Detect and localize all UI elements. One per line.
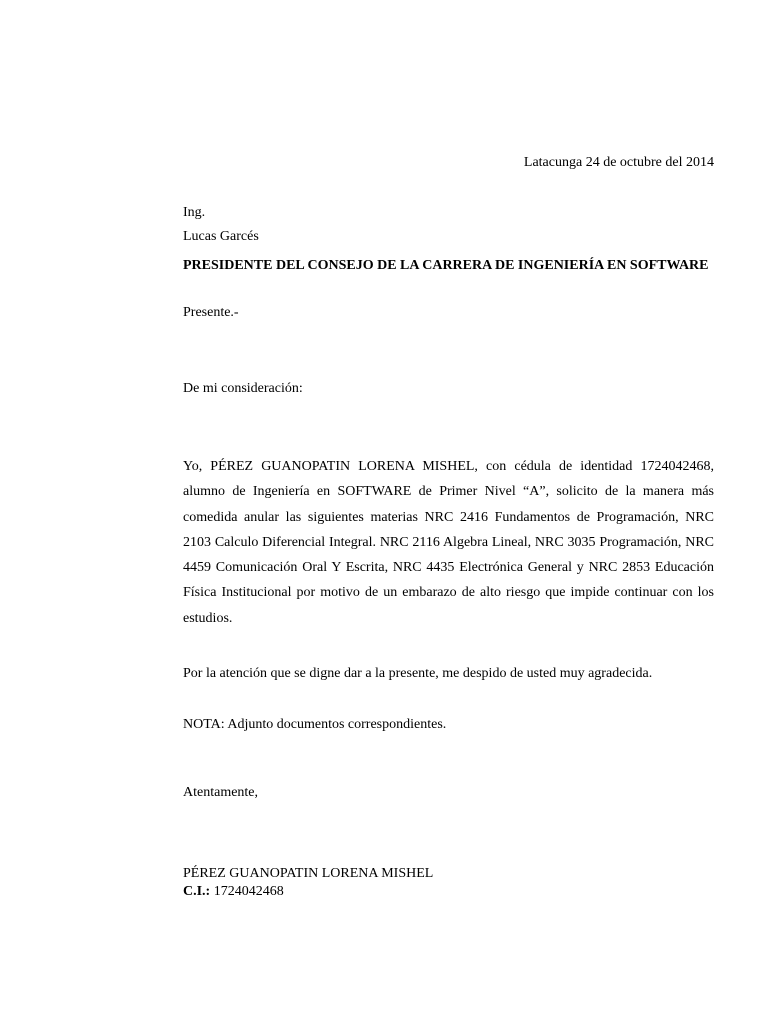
sign-off: Atentamente, (183, 785, 259, 800)
recipient-title: PRESIDENTE DEL CONSEJO DE LA CARRERA DE INGENIERÍA EN SOFTWARE (183, 258, 709, 273)
presente-line: Presente.- (183, 305, 239, 320)
note-line: NOTA: Adjunto documentos correspondientes. (183, 717, 447, 732)
recipient-name: Lucas Garcés (183, 229, 259, 244)
ci-line (183, 884, 284, 900)
ci-label: C.I.: (183, 884, 211, 899)
recipient-prefix: Ing. (183, 205, 206, 220)
ci-number: 1724042468 (213, 884, 284, 899)
date-line: Latacunga 24 de octubre del 2014 (523, 155, 714, 170)
signer-name: PÉREZ GUANOPATIN LORENA MISHEL (183, 866, 434, 881)
salutation: De mi consideración: (183, 381, 303, 396)
body-paragraph: Yo, PÉREZ GUANOPATIN LORENA MISHEL, con cédula de identidad 1724042468, alumno de Ingeniería en SOFTWARE de Primer Nivel “A”, solicito de la manera más comedida anular las siguientes materias NRC 2416 Fundamentos de Programación, NRC 2103 Calculo Diferencial Integral. NRC 2116 Algebra Lineal, NRC 3035 Programación, NRC 4459 Comunicación Oral Y Escrita, NRC 4435 Electrónica General y NRC 2853 Educación Física Institucional por motivo de un embarazo de alto riesgo que impide continuar con los estudios. (183, 459, 714, 626)
closing-line: Por la atención que se digne dar a la presente, me despido de usted muy agradecida. (183, 666, 653, 681)
